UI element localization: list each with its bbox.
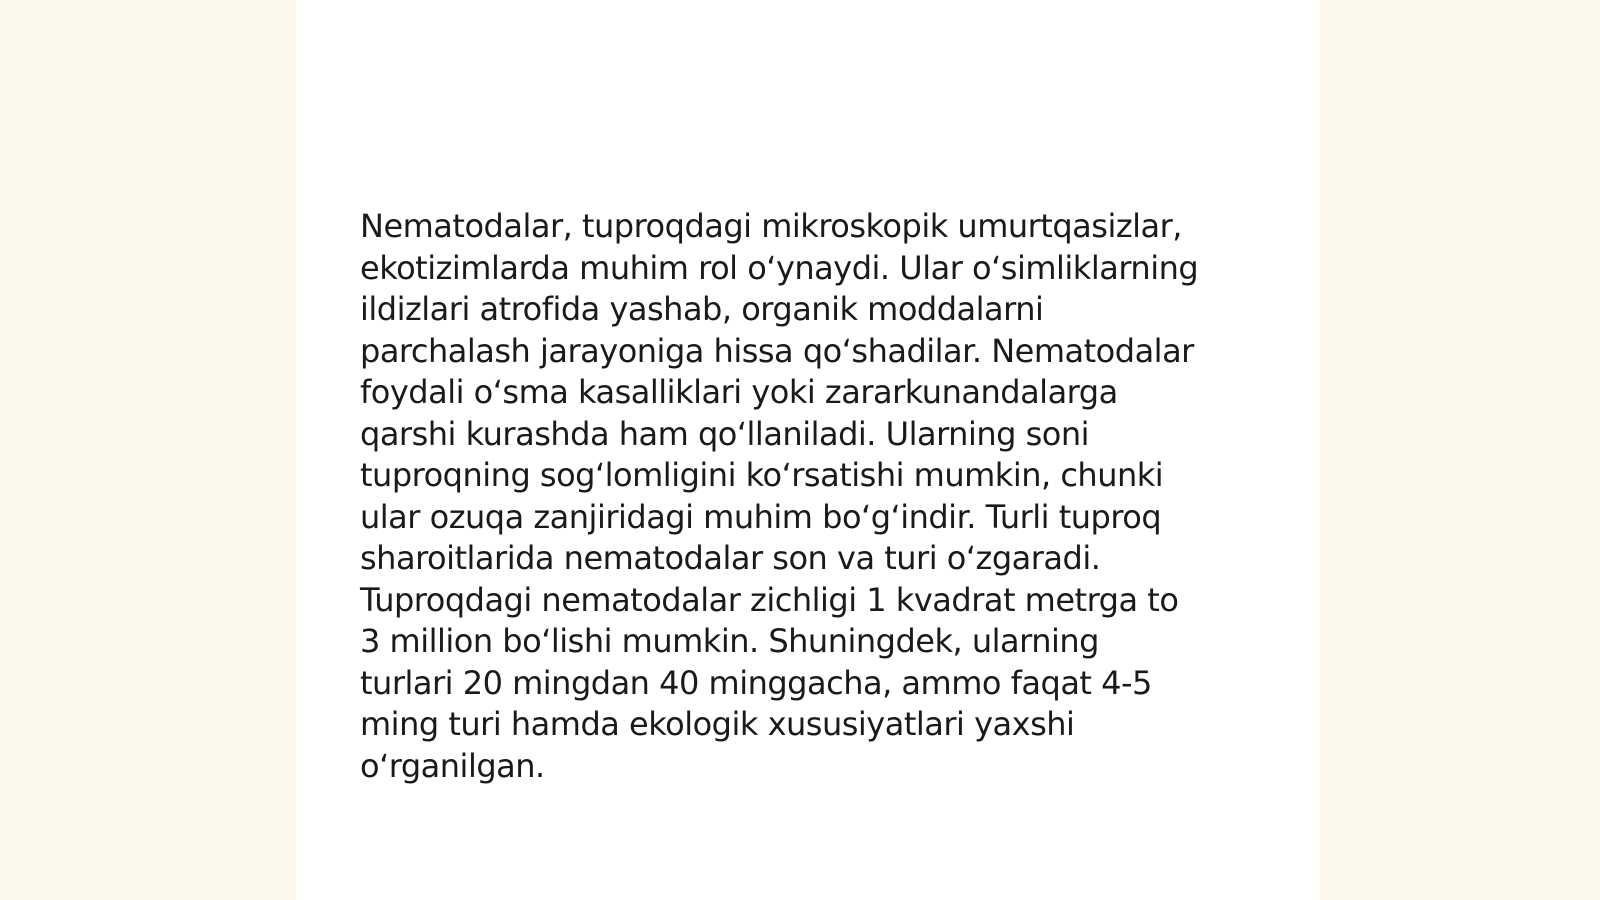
text-line: ekotizimlarda muhim rol oʻynaydi. Ular oʻsimliklarning xyxy=(360,248,1199,287)
text-line: foydali oʻsma kasalliklari yoki zararkunandalarga xyxy=(360,373,1118,411)
text-line: qarshi kurashda ham qoʻllaniladi. Ularning soni xyxy=(360,414,1090,453)
text-line: sharoitlarida nematodalar son va turi oʻzgaradi. xyxy=(360,539,1101,577)
text-line: ular ozuqa zanjiridagi muhim boʻgʻindir. Turli tuproq xyxy=(360,497,1162,536)
text-line: tuproqning sogʻlomligini koʻrsatishi mumkin, chunki xyxy=(360,456,1164,494)
text-line: 3 million boʻlishi mumkin. Shuningdek, ularning xyxy=(360,622,1099,660)
text-line: Nematodalar, tuproqdagi mikroskopik umurtqasizlar, xyxy=(360,207,1182,245)
text-line: oʻrganilgan. xyxy=(360,746,545,785)
text-line: Tuproqdagi nematodalar zichligi 1 kvadrat metrga to xyxy=(360,580,1179,619)
document-page xyxy=(296,0,1320,900)
text-line: ildizlari atrofida yashab, organik moddalarni xyxy=(360,290,1044,328)
body-paragraph xyxy=(360,206,1250,787)
text-line: parchalash jarayoniga hissa qoʻshadilar. Nematodalar xyxy=(360,331,1194,370)
text-line: ming turi hamda ekologik xususiyatlari yaxshi xyxy=(360,705,1075,743)
text-line: turlari 20 mingdan 40 minggacha, ammo faqat 4-5 xyxy=(360,663,1152,702)
